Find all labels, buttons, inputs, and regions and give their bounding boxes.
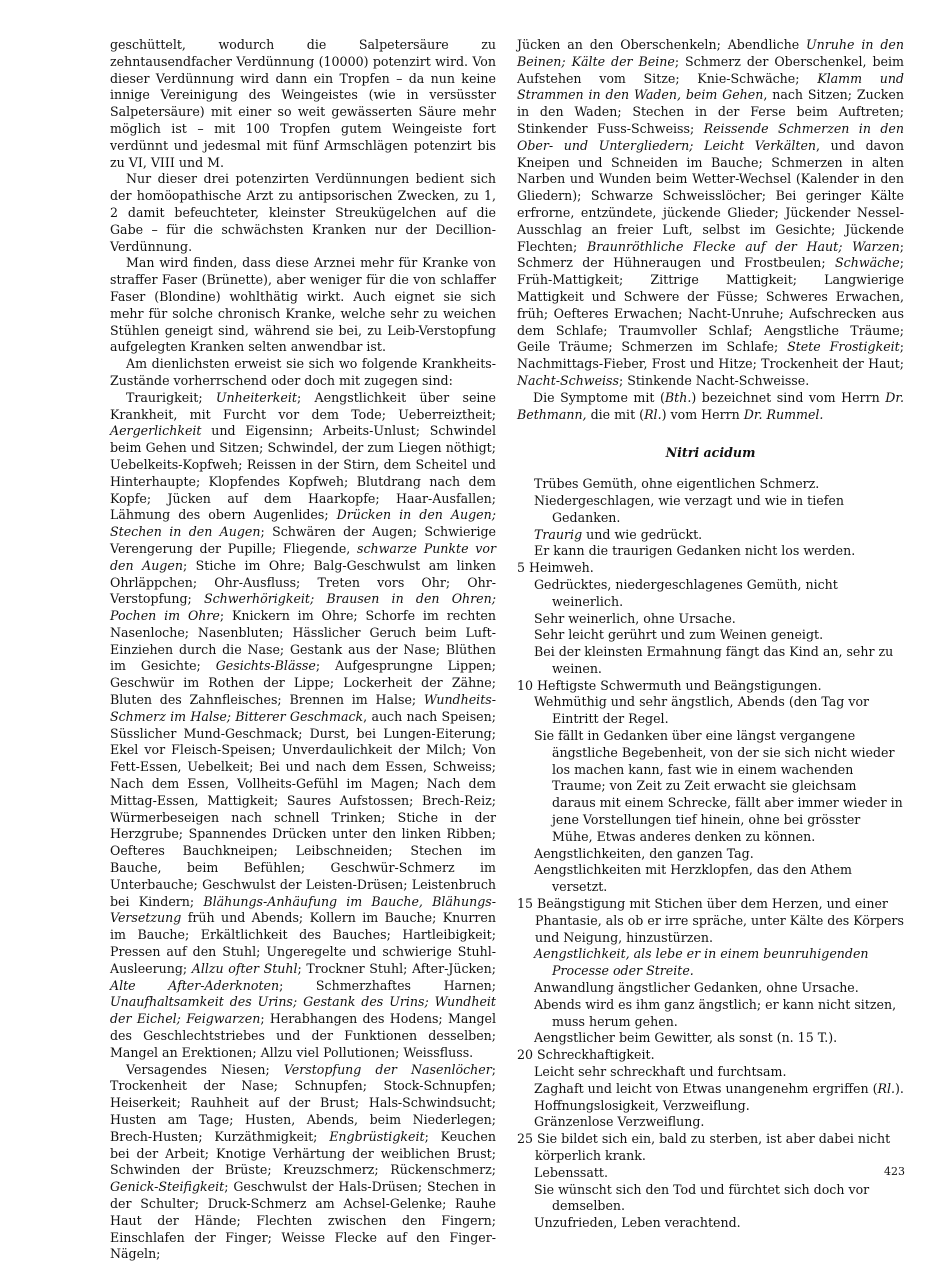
italic-text: schwarze Punkte vor den Augen — [110, 540, 496, 573]
symptom-paragraph — [517, 37, 904, 390]
text-run: Aengstlichkeiten mit Herzklopfen, das den Athem versetzt. — [534, 862, 852, 895]
symptom-item — [517, 862, 904, 896]
text-run: ; Schmerzhaftes Harnen; — [279, 977, 497, 993]
text-run: Sie wünscht sich den Tod und fürchtet sich doch vor demselben. — [534, 1181, 870, 1214]
italic-text: Dr. Rummel. — [743, 406, 824, 422]
italic-text: Drücken in den Augen; Stechen in den Augen — [110, 507, 496, 540]
text-run: Gränzenlose Verzweiflung. — [534, 1114, 705, 1130]
symptom-item — [517, 577, 904, 611]
symptom-item — [517, 560, 904, 577]
text-run: ; Trockner Stuhl; After-Jücken; — [297, 960, 496, 976]
text-run: ) vom Herrn — [661, 406, 744, 422]
section-heading: Nitri acidum — [665, 445, 756, 461]
symptom-paragraph — [110, 390, 496, 1062]
text-run: die mit ( — [586, 406, 645, 422]
text-run: und Eigensinn; Arbeits-Unlust; Schwindel beim Gehen und Sitzen; Schwindel, der zum Liegen nöthigt; Uebelkeits-Kopfweh; Reissen in der Stirn, dem Scheitel und Hinterhaupte; Klopfendes Kopfweh; Blutdrang nach dem Kopfe; Jücken auf dem Haarkopfe; Haar-Ausfallen; Lähmung des obern Augenlides; — [110, 423, 496, 523]
text-run: ; Keuchen bei der Arbeit; Knotige Verhärtung der weiblichen Brust; Schwinden der Brüste; Kreuzschmerz; Rückenschmerz; — [110, 1128, 496, 1178]
symptom-item — [517, 1047, 904, 1064]
text-run: Sehr weinerlich, ohne Ursache. — [534, 610, 736, 626]
text-run: Zaghaft und leicht von Etwas unangenehm ergriffen ( — [534, 1080, 878, 1096]
symptom-item — [517, 644, 904, 678]
italic-text: Unheiterkeit — [215, 389, 297, 405]
text-run: Aengstlicher beim Gewitter, als sonst (n. 15 T.). — [534, 1030, 838, 1046]
symptom-number: 25 — [517, 1131, 538, 1147]
text-run: Sehr leicht gerührt und zum Weinen geneigt. — [534, 627, 824, 643]
text-run: ; Stiche im Ohre; Balg-Geschwulst am linken Ohrläppchen; Ohr-Ausfluss; Treten vors Ohr; Ohr-Verstopfung; — [110, 557, 496, 607]
text-run: Sie fällt in Gedanken über eine längst vergangene ängstliche Begebenheit, von der sie sich nicht wieder los machen kann, fast wie in einem wachenden Traume; von Zeit zu Zeit erwacht sie gleichsam daraus mit einem Schrecke, fällt aber immer wieder in jene Vorstellungen tief hinein, ohne bei grösster Mühe, Etwas anderes denken zu können. — [534, 728, 903, 844]
symptom-item — [517, 1131, 904, 1165]
source-note — [517, 390, 904, 424]
text-run: Aengstlichkeiten, den ganzen Tag. — [534, 845, 754, 861]
symptom-number: 10 — [517, 677, 538, 693]
symptom-item — [517, 527, 904, 544]
symptom-item — [517, 678, 904, 695]
paragraph: Nur dieser drei potenzirten Verdünnungen bedient sich der homöopathische Arzt zu antipsorischen Zwecken, zu 1, 2 damit befeuchteter, kleinster Streukügelchen auf die Gabe – für die schwächsten Kranken nur der Decillion-Verdünnung. — [110, 171, 496, 254]
symptom-item — [517, 543, 904, 560]
symptom-item — [517, 997, 904, 1031]
symptom-item — [517, 611, 904, 628]
page-number: 423 — [884, 1165, 905, 1178]
italic-text: Schwäche — [835, 255, 900, 271]
text-run: ; Schmerz der Hühneraugen und Frostbeulen; — [517, 238, 904, 271]
text-run: früh und Abends; Kollern im Bauche; Knurren im Bauche; Erkältlichkeit des Bauches; Hartleibigkeit; Pressen auf den Stuhl; Ungeregelte und schwierige Stuhl-Ausleerung; — [110, 910, 496, 976]
italic-text: Aergerlichkeit — [110, 423, 202, 439]
italic-text: Verstopfung der Nasenlöcher — [283, 1061, 492, 1077]
text-run: Anwandlung ängstlicher Gedanken, ohne Ursache. — [534, 980, 859, 996]
text-run: ) bezeichnet sind vom Herrn — [691, 389, 886, 405]
italic-text: Traurig — [534, 526, 583, 542]
symptom-number: 20 — [517, 1047, 538, 1063]
text-run: ; Stinkende Nacht-Schweisse. — [619, 372, 810, 388]
symptom-paragraph — [110, 1062, 496, 1263]
left-column — [110, 37, 496, 1263]
symptom-item — [517, 1114, 904, 1131]
text-run: Lebenssatt. — [534, 1164, 609, 1180]
italic-text: Braunröthliche Flecke auf der Haut; Warzen — [586, 238, 900, 254]
italic-text: Allzu ofter Stuhl — [191, 960, 298, 976]
text-run: Abends wird es ihm ganz ängstlich; er kann nicht sitzen, muss herum gehen. — [534, 996, 897, 1029]
text-run: Beängstigung mit Stichen über dem Herzen, und einer Phantasie, als ob er irre spräche, unter Kälte des Körpers und Neigung, hinzustürzen. — [535, 896, 904, 945]
text-run: ; Früh-Mattigkeit; Zittrige Mattigkeit; Langwierige Mattigkeit und Schwere der Füsse; Schweres Erwachen, früh; Oefteres Erwachen; Nacht-Unruhe; Aufschrecken aus dem Schlafe; Traumvoller Schlaf; Aengstliche Träume; Geile Träume; Schmerzen im Schlafe; — [517, 255, 904, 355]
text-run: ; Schmerz der Oberschenkel, beim Aufstehen vom Sitze; Knie-Schwäche; — [517, 53, 904, 86]
italic-text: Reissende Schmerzen in den Ober- und Untergliedern; Leicht Verkälten — [517, 120, 904, 153]
text-run: Jücken an den Oberschenkeln; Abendliche — [517, 37, 807, 52]
text-run: ; Knickern im Ohre; Schorfe im rechten Nasenloche; Nasenbluten; Hässlicher Geruch beim Luft-Einziehen durch die Nase; Gestank aus der Nase; Blüthen im Gesichte; — [110, 608, 496, 674]
symptom-item — [517, 946, 904, 980]
italic-text: Dr. Bethmann, — [517, 389, 904, 422]
text-run: ; Geschwulst der Hals-Drüsen; Stechen in der Schulter; Druck-Schmerz am Achsel-Gelenke; Rauhe Haut der Hände; Flechten zwischen den Fingern; Einschlafen der Finger; Weisse Flecke auf den Finger-Nägeln; — [110, 1179, 496, 1262]
italic-text: Unaufhaltsamkeit des Urins; Gestank des Urins; Wundheit der Eichel; Feigwarzen — [110, 994, 496, 1027]
italic-text: Stete Frostigkeit — [787, 339, 900, 355]
symptom-item — [517, 980, 904, 997]
text-run: , auch nach Speisen; Süsslicher Mund-Geschmack; Durst, bei Lungen-Eiterung; Ekel vor Fleisch-Speisen; Unverdaulichkeit der Milch; Von Fett-Essen, Uebelkeit; Bei und nach dem Essen, Schweiss; Nach dem Essen, Vollheits-Gefühl im Magen; Nach dem Mittag-Essen, Mattigkeit; Saures Aufstossen; Brech-Reiz; Würmerbeseigen nach schnell Trinken; Stiche in der Herzgrube; Spannendes Drücken unter den linken Ribben; Oefteres Bauchkneipen; Leibschneiden; Stechen im Bauche, beim Befühlen; Geschwür-Schmerz im Unterbauche; Geschwulst der Leisten-Drüsen; Leistenbruch bei Kindern; — [110, 708, 496, 909]
italic-text: Gesichts-Blässe — [215, 658, 316, 674]
text-run: Leicht sehr schreckhaft und furchtsam. — [534, 1064, 787, 1080]
italic-text: Unruhe in den Beinen; Kälte der Beine — [517, 37, 904, 69]
symptom-item — [517, 627, 904, 644]
paragraph: Man wird finden, dass diese Arznei mehr für Kranke von straffer Faser (Brünette), aber weniger für die von schlaffer Faser (Blondine) wohlthätig wirkt. Auch eignet sie sich mehr für solche chronisch Kranke, welche sehr zu weichen Stühlen geneigt sind, während sie bei, zu Leib-Verstopfung aufgelegten Kranken selten anwendbar ist. — [110, 255, 496, 355]
text-run: Niedergeschlagen, wie verzagt und wie in tiefen Gedanken. — [534, 492, 844, 525]
symptom-list — [517, 476, 904, 1232]
text-run: Unzufrieden, Leben verachtend. — [534, 1215, 741, 1231]
text-run: , nach Sitzen; Zucken in den Waden; Stechen in der Ferse beim Auftreten; Stinkender Fuss-Schweiss; — [517, 87, 904, 136]
text-run: Trübes Gemüth, ohne eigentlichen Schmerz. — [534, 476, 820, 492]
paragraph: geschüttelt, wodurch die Salpetersäure zu zehntausendfacher Verdünnung (10000) potenzirt wird. Von dieser Verdünnung wird dann ein Tropfen – da nun keine innige Vereinigung des Weingeistes (wie in versüsster Salpetersäure) mit einer so weit gewässerten Säure mehr möglich ist – mit 100 Tropfen gutem Weingeiste fort verdünnt und jedesmal mit fünf Armschlägen potenzirt bis zu VI, VIII und M. — [110, 37, 496, 170]
symptom-item — [517, 896, 904, 946]
italic-text: Nacht-Schweiss — [517, 372, 619, 388]
italic-text: Klamm und Strammen in den Waden, beim Gehen — [517, 70, 904, 103]
text-run: Gedrücktes, niedergeschlagenes Gemüth, nicht weinerlich. — [534, 576, 838, 609]
italic-text: Bth. — [664, 389, 692, 405]
symptom-item — [517, 476, 904, 493]
text-run: Versagendes Niesen; — [126, 1061, 284, 1077]
italic-text: Schwerhörigkeit; Brausen in den Ohren; Pochen im Ohre — [110, 591, 496, 624]
symptom-item — [517, 728, 904, 846]
paragraph: Am dienlichsten erweist sie sich wo folgende Krankheits-Zustände vorherrschend oder doch mit zugegen sind: — [110, 356, 496, 388]
text-run: ). — [895, 1080, 904, 1096]
text-run: Sie bildet sich ein, bald zu sterben, ist aber dabei nicht körperlich krank. — [535, 1131, 891, 1163]
text-run: und wie gedrückt. — [582, 526, 703, 542]
symptom-item — [517, 1215, 904, 1232]
text-run: Hoffnungslosigkeit, Verzweiflung. — [534, 1097, 750, 1113]
italic-text: Rl. — [644, 406, 662, 422]
italic-text: Wundheits-Schmerz im Halse; Bitterer Geschmack — [110, 692, 496, 724]
text-run: Wehmüthig und sehr ängstlich, Abends (den Tag vor Eintritt der Regel. — [534, 694, 870, 727]
symptom-number: 5 — [517, 560, 530, 576]
text-run: ; Nachmittags-Fieber, Frost und Hitze; Trockenheit der Haut; — [517, 339, 904, 372]
italic-text: Rl. — [877, 1080, 896, 1096]
text-run: ; Herabhangen des Hodens; Mangel des Geschlechtstriebes und der Funktionen desselben; Mangel an Erektionen; Allzu viel Pollutionen; Weissfluss. — [110, 1011, 496, 1060]
text-run: ; Schwären der Augen; Schwierige Verengerung der Pupille; Fliegende, — [110, 524, 496, 556]
text-run: ; Aengstlichkeit über seine Krankheit, mit Furcht vor dem Tode; Ueberreiztheit; — [110, 389, 496, 422]
symptom-item — [517, 1098, 904, 1115]
italic-text: Blähungs-Anhäufung im Bauche, Blähungs-Versetzung — [110, 893, 496, 926]
symptom-number: 15 — [517, 896, 538, 912]
text-run: Bei der kleinsten Ermahnung fängt das Kind an, sehr zu weinen. — [534, 644, 894, 676]
text-run: Er kann die traurigen Gedanken nicht los werden. — [534, 543, 856, 559]
text-run: Heftigste Schwermuth und Beängstigungen. — [537, 677, 822, 693]
symptom-item — [517, 1081, 904, 1098]
text-run: , und davon Kneipen und Schneiden im Bauche; Schmerzen in alten Narben und Wunden beim Wetter-Wechsel (Kalender in den Gliedern); Schwarze Schweisslöcher; Bei geringer Kälte erfrorne, entzündete, jückende Glieder; Jückender Nessel-Ausschlag an freier Luft, selbst im Gesichte; Jückende Flechten; — [517, 137, 904, 254]
symptom-item — [517, 694, 904, 728]
text-run: Die Symptome mit ( — [533, 389, 665, 405]
symptom-item — [517, 1165, 904, 1182]
text-run: ; Trockenheit der Nase; Schnupfen; Stock-Schnupfen; Heiserkeit; Rauhheit auf der Brust; Hals-Schwindsucht; Husten am Tage; Husten, Abends, beim Niederlegen; Brech-Husten; Kurzäthmigkeit; — [110, 1061, 496, 1144]
text-run: ; Aufgesprungne Lippen; Geschwür im Rothen der Lippe; Lockerheit der Zähne; Bluten des Zahnfleisches; Brennen im Halse; — [110, 658, 496, 708]
text-run: Heimweh. — [529, 560, 594, 576]
text-run: Schreckhaftigkeit. — [537, 1047, 655, 1063]
italic-text: Aengstlichkeit, als lebe er in einem beunruhigenden Processe oder Streite. — [534, 946, 869, 979]
symptom-item — [517, 1064, 904, 1081]
text-run: Traurigkeit; — [126, 389, 216, 405]
symptom-item — [517, 846, 904, 863]
symptom-item — [517, 1182, 904, 1216]
italic-text: Alte After-Aderknoten — [110, 977, 280, 993]
italic-text: Engbrüstigkeit — [329, 1128, 425, 1144]
symptom-item — [517, 1030, 904, 1047]
right-column — [517, 37, 904, 1232]
symptom-item — [517, 493, 904, 527]
italic-text: Genick-Steifigkeit — [110, 1179, 225, 1195]
